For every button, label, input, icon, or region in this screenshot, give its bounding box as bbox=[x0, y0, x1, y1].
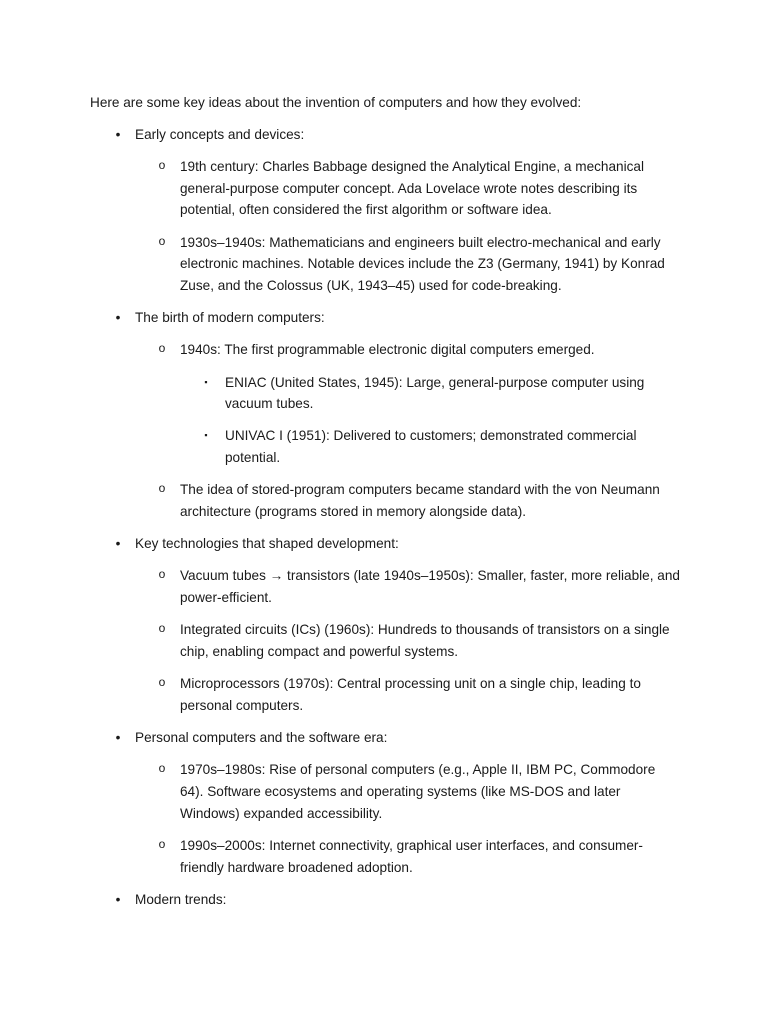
sub-bullet-marker: o bbox=[158, 675, 166, 690]
bullet-marker: • bbox=[115, 730, 121, 746]
list-item bbox=[135, 156, 680, 221]
nested-list-item bbox=[180, 425, 680, 468]
document-body bbox=[90, 92, 680, 921]
list-item-text: 1930s–1940s: Mathematicians and engineers built electro-mechanical and early electronic machines. Notable devices include the Z3 (Germany, 1941) by Konrad Zuse, and the Colossus (UK, 1943–45) used for code-breaking. bbox=[180, 234, 665, 293]
nested-sub-list bbox=[180, 372, 680, 469]
section-modern-trends bbox=[90, 889, 680, 911]
list-item-text: 1990s–2000s: Internet connectivity, graphical user interfaces, and consumer-friendly hardware broadened adoption. bbox=[180, 837, 643, 875]
section-label: The birth of modern computers: bbox=[135, 310, 325, 326]
section-label: Key technologies that shaped development: bbox=[135, 536, 399, 552]
sub-bullet-marker: o bbox=[158, 341, 166, 356]
list-item-text: 1940s: The first programmable electronic digital computers emerged. bbox=[180, 342, 595, 358]
bullet-marker: • bbox=[115, 310, 121, 326]
sub-list bbox=[135, 565, 680, 716]
bullet-marker: • bbox=[115, 891, 121, 907]
sub-bullet-marker: o bbox=[158, 761, 166, 776]
sub-list bbox=[135, 339, 680, 522]
list-item bbox=[135, 339, 680, 469]
section-label: Modern trends: bbox=[135, 891, 227, 907]
square-bullet-marker: ▪ bbox=[204, 430, 208, 441]
intro-paragraph: Here are some key ideas about the invention of computers and how they evolved: bbox=[90, 95, 582, 110]
main-bullet-list bbox=[90, 124, 680, 911]
list-item bbox=[135, 759, 680, 824]
list-item-text: 1970s–1980s: Rise of personal computers (e.g., Apple II, IBM PC, Commodore 64). Software ecosystems and operating systems (like MS-DOS and later Windows) expanded accessibility. bbox=[180, 762, 656, 821]
section-key-technologies bbox=[90, 533, 680, 716]
list-item-text: 19th century: Charles Babbage designed the Analytical Engine, a mechanical general-purpose computer concept. Ada Lovelace wrote notes describing its potential, often considered the first algorithm or software idea. bbox=[180, 158, 644, 218]
list-item bbox=[135, 479, 680, 522]
list-item-text: The idea of stored-program computers became standard with the von Neumann architecture (programs stored in memory alongside data). bbox=[180, 482, 660, 520]
sub-list bbox=[135, 759, 680, 878]
sub-bullet-marker: o bbox=[158, 233, 166, 248]
sub-list bbox=[135, 156, 680, 297]
list-item bbox=[135, 835, 680, 878]
list-item-text: Vacuum tubes → transistors (late 1940s–1950s): Smaller, faster, more reliable, and power-efficient. bbox=[180, 568, 680, 606]
sub-bullet-marker: o bbox=[158, 836, 166, 851]
section-early-concepts bbox=[90, 124, 680, 297]
list-item bbox=[135, 232, 680, 297]
section-personal-computers bbox=[90, 727, 680, 878]
list-item-text: Integrated circuits (ICs) (1960s): Hundreds to thousands of transistors on a single chip, enabling compact and powerful systems. bbox=[180, 622, 670, 660]
nested-list-item-text: UNIVAC I (1951): Delivered to customers; demonstrated commercial potential. bbox=[225, 428, 637, 466]
list-item bbox=[135, 673, 680, 716]
list-item bbox=[135, 565, 680, 608]
list-item-text: Microprocessors (1970s): Central processing unit on a single chip, leading to personal computers. bbox=[180, 676, 641, 713]
bullet-marker: • bbox=[115, 126, 121, 142]
section-birth-of-modern-computers bbox=[90, 307, 680, 523]
list-item bbox=[135, 619, 680, 662]
sub-bullet-marker: o bbox=[158, 621, 166, 636]
section-label: Early concepts and devices: bbox=[135, 126, 305, 142]
nested-list-item-text: ENIAC (United States, 1945): Large, general-purpose computer using vacuum tubes. bbox=[225, 374, 645, 412]
sub-bullet-marker: o bbox=[158, 481, 166, 496]
sub-bullet-marker: o bbox=[158, 157, 166, 172]
square-bullet-marker: ▪ bbox=[204, 376, 208, 387]
bullet-marker: • bbox=[115, 536, 121, 552]
nested-list-item bbox=[180, 372, 680, 415]
sub-bullet-marker: o bbox=[158, 567, 166, 582]
section-label: Personal computers and the software era: bbox=[135, 730, 388, 746]
